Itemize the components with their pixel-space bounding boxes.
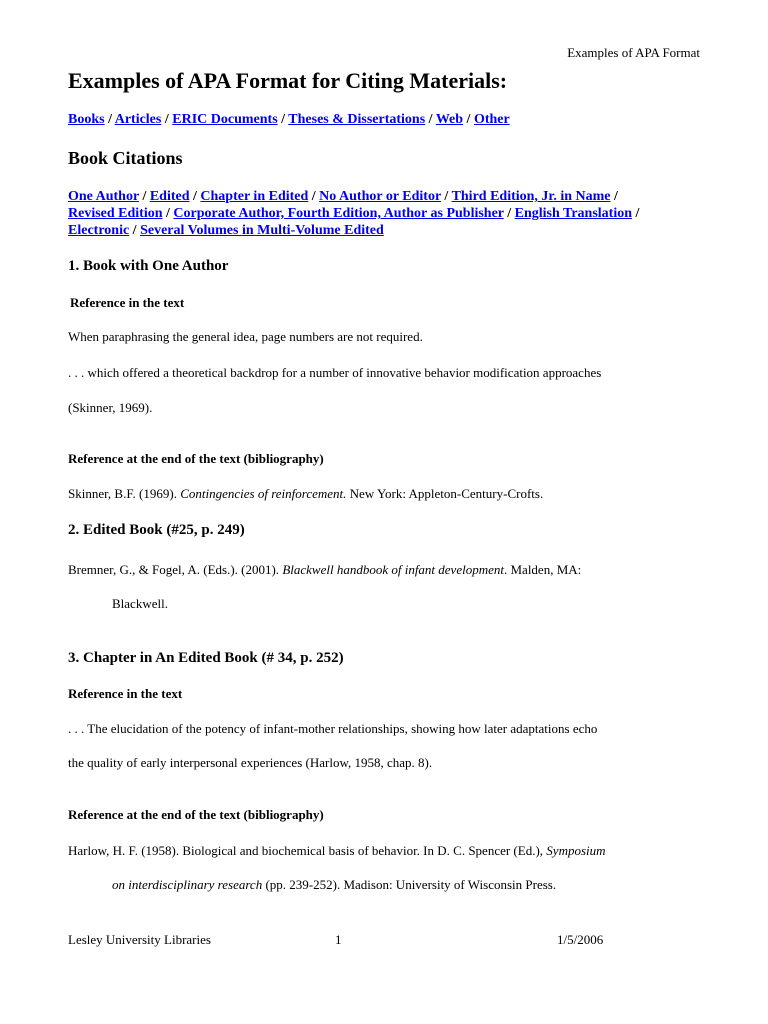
section-1-quote-line-1: . . . which offered a theoretical backdrop for a number of innovative behavior modification approaches: [68, 365, 602, 380]
book-link-electronic[interactable]: Electronic: [68, 223, 130, 238]
section-1-quote-line-2: (Skinner, 1969).: [68, 400, 153, 415]
nav-separator: /: [277, 112, 289, 127]
nav-link-books[interactable]: Books: [68, 112, 105, 127]
book-link-chapter-in-edited[interactable]: Chapter in Edited: [200, 189, 309, 204]
footer-page-number: 1: [335, 932, 342, 947]
section-3-ref-in-text-label: Reference in the text: [68, 686, 183, 701]
book-link-one-author[interactable]: One Author: [68, 189, 139, 204]
footer-date: 1/5/2006: [557, 932, 604, 947]
bib-title: Blackwell handbook of infant development: [282, 562, 504, 577]
section-1-bib-label: Reference at the end of the text (bibliography): [68, 451, 324, 466]
bib-title: Contingencies of reinforcement.: [180, 486, 347, 501]
bib-book-title-cont: on interdisciplinary research: [112, 877, 263, 892]
section-2-bibliography-continuation: Blackwell.: [112, 596, 168, 611]
nav-separator: /: [189, 189, 201, 204]
nav-separator: /: [161, 112, 173, 127]
nav-link-web[interactable]: Web: [435, 112, 464, 127]
bib-publisher: . Malden, MA:: [503, 562, 582, 577]
nav-separator: /: [129, 223, 141, 238]
nav-link-other[interactable]: Other: [473, 112, 510, 127]
section-3-bibliography-continuation: [112, 877, 556, 893]
book-link-edited[interactable]: Edited: [149, 189, 190, 204]
section-3-bib-label: Reference at the end of the text (bibliography): [68, 807, 324, 822]
running-header: Examples of APA Format: [567, 45, 700, 60]
book-link-revised-edition[interactable]: Revised Edition: [68, 206, 163, 221]
book-link-several-volumes[interactable]: Several Volumes in Multi-Volume Edited: [140, 223, 384, 238]
nav-separator: /: [610, 189, 618, 204]
nav-separator: /: [162, 206, 174, 221]
section-3-quote-line-2: the quality of early interpersonal experiences (Harlow, 1958, chap. 8).: [68, 755, 433, 770]
nav-separator: /: [632, 206, 640, 221]
section-3-quote-line-1: . . . The elucidation of the potency of infant-mother relationships, showing how later adaptations echo: [68, 721, 598, 736]
book-link-third-edition[interactable]: Third Edition, Jr. in Name: [451, 189, 611, 204]
book-citations-nav: [68, 188, 698, 239]
bib-publisher: (pp. 239-252). Madison: University of Wisconsin Press.: [262, 877, 557, 892]
section-2-bibliography-entry: [68, 562, 581, 578]
section-3-heading: 3. Chapter in An Edited Book (# 34, p. 252): [68, 650, 344, 666]
nav-separator: /: [308, 189, 320, 204]
bib-publisher: New York: Appleton-Century-Crofts.: [346, 486, 544, 501]
nav-separator: /: [104, 112, 115, 127]
section-1-heading: 1. Book with One Author: [68, 258, 229, 274]
book-link-corporate-author[interactable]: Corporate Author, Fourth Edition, Author as Publisher: [173, 206, 504, 221]
footer-left: Lesley University Libraries: [68, 932, 211, 947]
bib-book-title: Symposium: [546, 843, 606, 858]
section-3-bibliography-entry: [68, 843, 606, 859]
nav-separator: /: [463, 112, 474, 127]
nav-separator: /: [440, 189, 452, 204]
section-1-note: When paraphrasing the general idea, page numbers are not required.: [68, 329, 423, 344]
book-link-english-translation[interactable]: English Translation: [514, 206, 633, 221]
nav-separator: /: [503, 206, 515, 221]
nav-link-eric-documents[interactable]: ERIC Documents: [172, 112, 278, 127]
nav-separator: /: [425, 112, 436, 127]
section-1-ref-in-text-label: Reference in the text: [70, 295, 185, 310]
nav-separator: /: [138, 189, 150, 204]
nav-link-theses-dissertations[interactable]: Theses & Dissertations: [288, 112, 426, 127]
book-link-no-author-or-editor[interactable]: No Author or Editor: [319, 189, 441, 204]
nav-link-articles[interactable]: Articles: [114, 112, 162, 127]
section-heading-book-citations: Book Citations: [68, 148, 183, 168]
section-2-heading: 2. Edited Book (#25, p. 249): [68, 522, 245, 538]
bib-authors: Skinner, B.F. (1969).: [68, 486, 181, 501]
section-1-bibliography-entry: [68, 486, 543, 502]
top-nav: [68, 111, 698, 128]
bib-authors: Bremner, G., & Fogel, A. (Eds.). (2001).: [68, 562, 283, 577]
bib-authors-chapter: Harlow, H. F. (1958). Biological and biochemical basis of behavior. In D. C. Spencer (Ed.),: [68, 843, 547, 858]
page-title: Examples of APA Format for Citing Materials:: [68, 68, 508, 93]
